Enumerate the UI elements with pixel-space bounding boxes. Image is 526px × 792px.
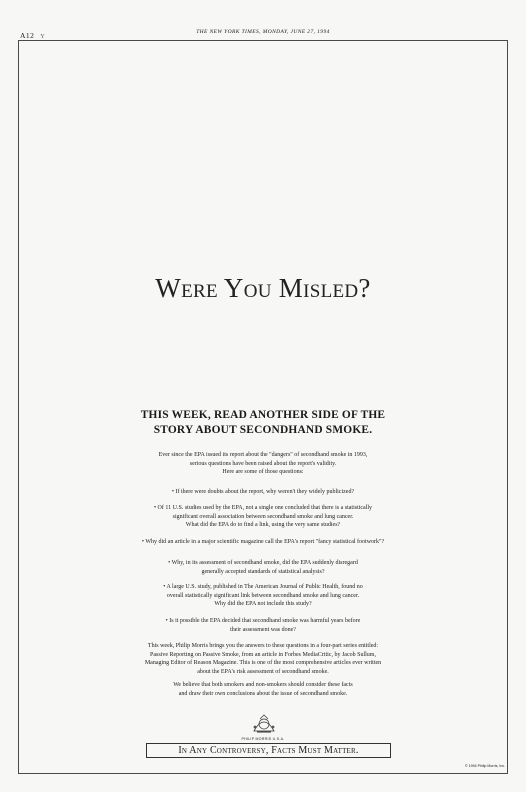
philip-morris-crest-icon bbox=[251, 711, 277, 737]
ad-headline: Were You Misled? bbox=[155, 273, 371, 303]
question-line: significant overall association between secondhand smoke and lung cancer. bbox=[172, 513, 354, 520]
question-line: overall statistically significant link between secondhand smoke and lung cancer. bbox=[166, 592, 360, 599]
intro-paragraph bbox=[0, 451, 526, 477]
belief-line: We believe that both smokers and non-smokers should consider these facts bbox=[173, 682, 353, 688]
subhead-line: THIS WEEK, READ ANOTHER SIDE OF THE bbox=[140, 409, 386, 421]
edition-mark: Y bbox=[40, 34, 46, 40]
question-line: their assessment was done? bbox=[230, 626, 296, 633]
question-line: What did the EPA do to find a link, using the very same studies? bbox=[185, 522, 341, 529]
closing-line: Passive Reporting on Passive Smoke, from an article in Forbes MediaCritic, by Jacob Sullum, bbox=[150, 651, 376, 658]
question-item bbox=[0, 617, 526, 634]
copyright-notice: © 1994 Philip Morris, Inc. bbox=[465, 764, 506, 768]
tagline-text: In Any Controversy, Facts Must Matter. bbox=[178, 745, 359, 756]
question-item bbox=[0, 538, 526, 547]
question-line: • Is it possible the EPA decided that secondhand smoke was harmful years before bbox=[165, 618, 361, 624]
ad-subhead bbox=[0, 408, 526, 438]
question-item bbox=[0, 488, 526, 497]
belief-paragraph bbox=[0, 681, 526, 698]
question-line: • Why, in its assessment of secondhand smoke, did the EPA suddenly disregard bbox=[168, 560, 358, 566]
question-line: generally accepted standards of statistical analysis? bbox=[201, 568, 325, 575]
question-line: • Of 11 U.S. studies used by the EPA, not a single one concluded that there is a statistically bbox=[153, 505, 373, 511]
logo-caption: PHILIP MORRIS U.S.A. bbox=[241, 737, 285, 741]
question-line: • A large U.S. study, published in The American Journal of Public Health, found no bbox=[163, 584, 363, 590]
question-item bbox=[0, 504, 526, 530]
intro-line: serious questions have been raised about the report's validity. bbox=[189, 460, 337, 467]
subhead-line: STORY ABOUT SECONDHAND SMOKE. bbox=[153, 424, 373, 436]
question-line: Why did the EPA not include this study? bbox=[214, 601, 312, 608]
question-line: • If there were doubts about the report, why weren't they widely publicized? bbox=[171, 489, 355, 495]
question-item bbox=[0, 559, 526, 576]
closing-line: about the EPA's risk assessment of secondhand smoke. bbox=[197, 668, 329, 675]
newspaper-masthead: THE NEW YORK TIMES, MONDAY, JUNE 27, 1994 bbox=[196, 29, 330, 35]
intro-line: Ever since the EPA issued its report about the "dangers" of secondhand smoke in 1993, bbox=[158, 452, 368, 458]
belief-line: and draw their own conclusions about the issue of secondhand smoke. bbox=[178, 690, 348, 697]
page-number: A12 bbox=[20, 31, 35, 40]
closing-line: This week, Philip Morris brings you the answers to these questions in a four-part series entitled: bbox=[147, 643, 379, 649]
closing-paragraph bbox=[0, 642, 526, 676]
intro-line: Here are some of those questions: bbox=[222, 469, 304, 476]
question-item bbox=[0, 583, 526, 609]
question-line: • Why did an article in a major scientific magazine call the EPA's report "fancy statistical footwork"? bbox=[141, 539, 385, 545]
closing-line: Managing Editor of Reason Magazine. This is one of the most comprehensive articles ever written bbox=[144, 660, 382, 667]
tagline-box bbox=[146, 743, 391, 758]
